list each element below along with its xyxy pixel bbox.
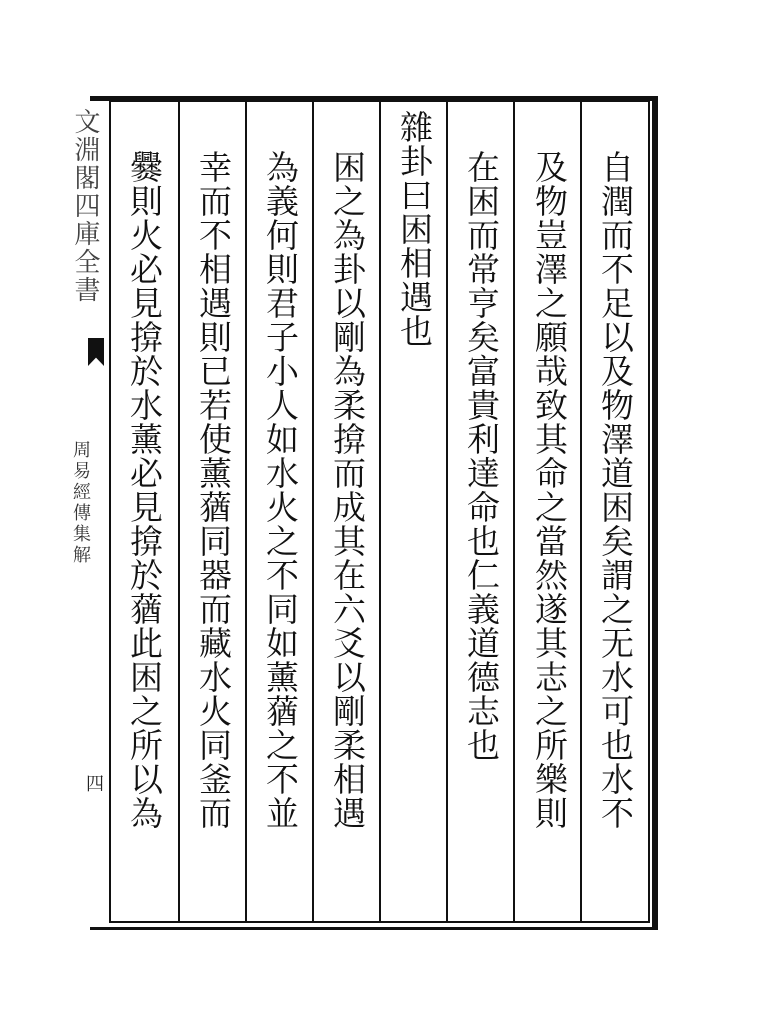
section-heading: 雜卦曰困相遇也 [394, 110, 434, 348]
column-rule [245, 102, 247, 922]
collection-title: 文淵閣四庫全書 [70, 108, 100, 304]
text-column: 困之為卦以剛為柔揜而成其在六爻以剛柔相遇 [327, 150, 367, 830]
column-rule [178, 102, 180, 922]
column-rule [513, 102, 515, 922]
text-column: 為義何則君子小人如水火之不同如薰蕕之不並 [260, 150, 300, 830]
column-rule [312, 102, 314, 922]
text-column: 幸而不相遇則已若使薰蕕同器而藏水火同釜而 [193, 150, 233, 830]
text-column: 及物豈澤之願哉致其命之當然遂其志之所樂則 [529, 150, 569, 830]
page-number: 四 [86, 774, 104, 795]
text-column: 自潤而不足以及物澤道困矣謂之无水可也水不 [595, 150, 635, 830]
book-title: 周易經傳集解 [70, 440, 91, 566]
column-rule [580, 102, 582, 922]
column-rule [379, 102, 381, 922]
text-column: 在困而常亨矣富貴利達命也仁義道德志也 [461, 150, 501, 762]
text-column: 爨則火必見揜於水薰必見揜於蕕此困之所以為 [124, 150, 164, 830]
column-rule [446, 102, 448, 922]
